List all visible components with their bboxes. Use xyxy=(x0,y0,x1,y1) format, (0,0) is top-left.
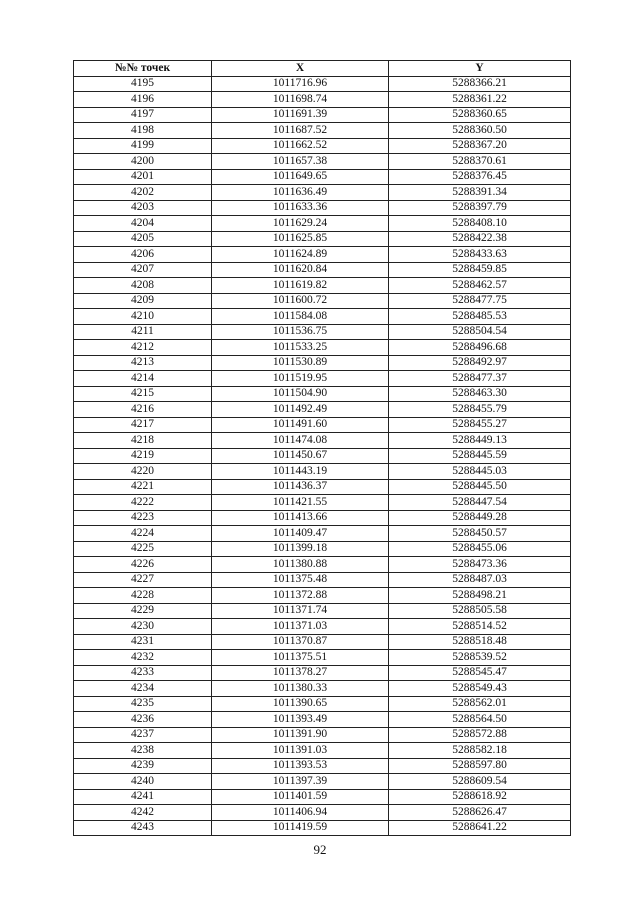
table-row xyxy=(74,526,571,542)
point-number-cell: 4211 xyxy=(74,324,212,340)
header-point-number: №№ точек xyxy=(74,61,212,77)
x-coordinate-cell: 1011716.96 xyxy=(212,76,389,92)
y-coordinate-cell: 5288477.37 xyxy=(389,371,571,387)
point-number-cell: 4213 xyxy=(74,355,212,371)
y-coordinate-cell: 5288450.57 xyxy=(389,526,571,542)
x-coordinate-cell: 1011393.49 xyxy=(212,712,389,728)
y-coordinate-cell: 5288618.92 xyxy=(389,789,571,805)
point-number-cell: 4203 xyxy=(74,200,212,216)
x-coordinate-cell: 1011492.49 xyxy=(212,402,389,418)
table-row xyxy=(74,774,571,790)
point-number-cell: 4207 xyxy=(74,262,212,278)
y-coordinate-cell: 5288477.75 xyxy=(389,293,571,309)
y-coordinate-cell: 5288505.58 xyxy=(389,603,571,619)
y-coordinate-cell: 5288360.65 xyxy=(389,107,571,123)
x-coordinate-cell: 1011600.72 xyxy=(212,293,389,309)
table-row xyxy=(74,92,571,108)
y-coordinate-cell: 5288487.03 xyxy=(389,572,571,588)
point-number-cell: 4242 xyxy=(74,805,212,821)
x-coordinate-cell: 1011375.48 xyxy=(212,572,389,588)
y-coordinate-cell: 5288408.10 xyxy=(389,216,571,232)
table-row xyxy=(74,681,571,697)
point-number-cell: 4195 xyxy=(74,76,212,92)
x-coordinate-cell: 1011491.60 xyxy=(212,417,389,433)
y-coordinate-cell: 5288366.21 xyxy=(389,76,571,92)
y-coordinate-cell: 5288597.80 xyxy=(389,758,571,774)
y-coordinate-cell: 5288463.30 xyxy=(389,386,571,402)
x-coordinate-cell: 1011436.37 xyxy=(212,479,389,495)
point-number-cell: 4200 xyxy=(74,154,212,170)
x-coordinate-cell: 1011401.59 xyxy=(212,789,389,805)
y-coordinate-cell: 5288609.54 xyxy=(389,774,571,790)
x-coordinate-cell: 1011636.49 xyxy=(212,185,389,201)
point-number-cell: 4238 xyxy=(74,743,212,759)
y-coordinate-cell: 5288449.13 xyxy=(389,433,571,449)
y-coordinate-cell: 5288582.18 xyxy=(389,743,571,759)
y-coordinate-cell: 5288391.34 xyxy=(389,185,571,201)
y-coordinate-cell: 5288459.85 xyxy=(389,262,571,278)
table-row xyxy=(74,789,571,805)
point-number-cell: 4202 xyxy=(74,185,212,201)
point-number-cell: 4228 xyxy=(74,588,212,604)
point-number-cell: 4236 xyxy=(74,712,212,728)
y-coordinate-cell: 5288641.22 xyxy=(389,820,571,836)
y-coordinate-cell: 5288496.68 xyxy=(389,340,571,356)
point-number-cell: 4208 xyxy=(74,278,212,294)
x-coordinate-cell: 1011649.65 xyxy=(212,169,389,185)
x-coordinate-cell: 1011633.36 xyxy=(212,200,389,216)
y-coordinate-cell: 5288485.53 xyxy=(389,309,571,325)
point-number-cell: 4215 xyxy=(74,386,212,402)
coordinates-table xyxy=(73,60,571,836)
y-coordinate-cell: 5288514.52 xyxy=(389,619,571,635)
x-coordinate-cell: 1011397.39 xyxy=(212,774,389,790)
y-coordinate-cell: 5288360.50 xyxy=(389,123,571,139)
y-coordinate-cell: 5288626.47 xyxy=(389,805,571,821)
x-coordinate-cell: 1011390.65 xyxy=(212,696,389,712)
x-coordinate-cell: 1011519.95 xyxy=(212,371,389,387)
y-coordinate-cell: 5288473.36 xyxy=(389,557,571,573)
table-row xyxy=(74,820,571,836)
point-number-cell: 4231 xyxy=(74,634,212,650)
table-row xyxy=(74,169,571,185)
x-coordinate-cell: 1011533.25 xyxy=(212,340,389,356)
table-row xyxy=(74,262,571,278)
x-coordinate-cell: 1011504.90 xyxy=(212,386,389,402)
point-number-cell: 4225 xyxy=(74,541,212,557)
table-row xyxy=(74,743,571,759)
point-number-cell: 4197 xyxy=(74,107,212,123)
table-row xyxy=(74,76,571,92)
table-row xyxy=(74,572,571,588)
x-coordinate-cell: 1011399.18 xyxy=(212,541,389,557)
table-row xyxy=(74,541,571,557)
x-coordinate-cell: 1011421.55 xyxy=(212,495,389,511)
table-row xyxy=(74,231,571,247)
table-row xyxy=(74,650,571,666)
table-row xyxy=(74,216,571,232)
point-number-cell: 4241 xyxy=(74,789,212,805)
y-coordinate-cell: 5288545.47 xyxy=(389,665,571,681)
point-number-cell: 4239 xyxy=(74,758,212,774)
page-number: 92 xyxy=(313,842,327,857)
y-coordinate-cell: 5288447.54 xyxy=(389,495,571,511)
point-number-cell: 4217 xyxy=(74,417,212,433)
point-number-cell: 4232 xyxy=(74,650,212,666)
y-coordinate-cell: 5288361.22 xyxy=(389,92,571,108)
point-number-cell: 4216 xyxy=(74,402,212,418)
y-coordinate-cell: 5288462.57 xyxy=(389,278,571,294)
y-coordinate-cell: 5288449.28 xyxy=(389,510,571,526)
y-coordinate-cell: 5288455.06 xyxy=(389,541,571,557)
table-body xyxy=(74,76,571,836)
x-coordinate-cell: 1011406.94 xyxy=(212,805,389,821)
y-coordinate-cell: 5288455.27 xyxy=(389,417,571,433)
x-coordinate-cell: 1011419.59 xyxy=(212,820,389,836)
y-coordinate-cell: 5288397.79 xyxy=(389,200,571,216)
point-number-cell: 4234 xyxy=(74,681,212,697)
x-coordinate-cell: 1011450.67 xyxy=(212,448,389,464)
y-coordinate-cell: 5288492.97 xyxy=(389,355,571,371)
table-row xyxy=(74,712,571,728)
header-y: Y xyxy=(389,61,571,77)
table-row xyxy=(74,123,571,139)
y-coordinate-cell: 5288445.59 xyxy=(389,448,571,464)
y-coordinate-cell: 5288564.50 xyxy=(389,712,571,728)
y-coordinate-cell: 5288504.54 xyxy=(389,324,571,340)
table-row xyxy=(74,479,571,495)
point-number-cell: 4222 xyxy=(74,495,212,511)
y-coordinate-cell: 5288498.21 xyxy=(389,588,571,604)
point-number-cell: 4226 xyxy=(74,557,212,573)
point-number-cell: 4212 xyxy=(74,340,212,356)
x-coordinate-cell: 1011375.51 xyxy=(212,650,389,666)
x-coordinate-cell: 1011371.74 xyxy=(212,603,389,619)
table-row xyxy=(74,758,571,774)
point-number-cell: 4204 xyxy=(74,216,212,232)
x-coordinate-cell: 1011530.89 xyxy=(212,355,389,371)
point-number-cell: 4210 xyxy=(74,309,212,325)
point-number-cell: 4243 xyxy=(74,820,212,836)
x-coordinate-cell: 1011413.66 xyxy=(212,510,389,526)
y-coordinate-cell: 5288445.50 xyxy=(389,479,571,495)
y-coordinate-cell: 5288422.38 xyxy=(389,231,571,247)
point-number-cell: 4205 xyxy=(74,231,212,247)
x-coordinate-cell: 1011372.88 xyxy=(212,588,389,604)
point-number-cell: 4220 xyxy=(74,464,212,480)
table-row xyxy=(74,557,571,573)
x-coordinate-cell: 1011619.82 xyxy=(212,278,389,294)
point-number-cell: 4198 xyxy=(74,123,212,139)
point-number-cell: 4214 xyxy=(74,371,212,387)
table-row xyxy=(74,293,571,309)
x-coordinate-cell: 1011629.24 xyxy=(212,216,389,232)
point-number-cell: 4227 xyxy=(74,572,212,588)
x-coordinate-cell: 1011393.53 xyxy=(212,758,389,774)
point-number-cell: 4237 xyxy=(74,727,212,743)
point-number-cell: 4196 xyxy=(74,92,212,108)
table-row xyxy=(74,665,571,681)
table-row xyxy=(74,727,571,743)
table-row xyxy=(74,402,571,418)
x-coordinate-cell: 1011474.08 xyxy=(212,433,389,449)
point-number-cell: 4240 xyxy=(74,774,212,790)
y-coordinate-cell: 5288539.52 xyxy=(389,650,571,666)
table-row xyxy=(74,433,571,449)
point-number-cell: 4206 xyxy=(74,247,212,263)
table-row xyxy=(74,138,571,154)
y-coordinate-cell: 5288572.88 xyxy=(389,727,571,743)
table-row xyxy=(74,696,571,712)
x-coordinate-cell: 1011371.03 xyxy=(212,619,389,635)
point-number-cell: 4230 xyxy=(74,619,212,635)
x-coordinate-cell: 1011687.52 xyxy=(212,123,389,139)
point-number-cell: 4199 xyxy=(74,138,212,154)
table-row xyxy=(74,154,571,170)
point-number-cell: 4201 xyxy=(74,169,212,185)
table-row xyxy=(74,309,571,325)
x-coordinate-cell: 1011391.03 xyxy=(212,743,389,759)
table-header-row xyxy=(74,61,571,77)
point-number-cell: 4218 xyxy=(74,433,212,449)
x-coordinate-cell: 1011698.74 xyxy=(212,92,389,108)
point-number-cell: 4235 xyxy=(74,696,212,712)
x-coordinate-cell: 1011370.87 xyxy=(212,634,389,650)
x-coordinate-cell: 1011584.08 xyxy=(212,309,389,325)
y-coordinate-cell: 5288549.43 xyxy=(389,681,571,697)
point-number-cell: 4233 xyxy=(74,665,212,681)
x-coordinate-cell: 1011624.89 xyxy=(212,247,389,263)
point-number-cell: 4224 xyxy=(74,526,212,542)
table-row xyxy=(74,200,571,216)
table-row xyxy=(74,247,571,263)
table-row xyxy=(74,588,571,604)
point-number-cell: 4221 xyxy=(74,479,212,495)
table-row xyxy=(74,278,571,294)
header-x: X xyxy=(212,61,389,77)
y-coordinate-cell: 5288370.61 xyxy=(389,154,571,170)
x-coordinate-cell: 1011620.84 xyxy=(212,262,389,278)
table-row xyxy=(74,510,571,526)
table-row xyxy=(74,185,571,201)
x-coordinate-cell: 1011536.75 xyxy=(212,324,389,340)
table-row xyxy=(74,324,571,340)
table-row xyxy=(74,805,571,821)
y-coordinate-cell: 5288433.63 xyxy=(389,247,571,263)
table-row xyxy=(74,386,571,402)
x-coordinate-cell: 1011662.52 xyxy=(212,138,389,154)
x-coordinate-cell: 1011625.85 xyxy=(212,231,389,247)
x-coordinate-cell: 1011380.33 xyxy=(212,681,389,697)
table-row xyxy=(74,619,571,635)
y-coordinate-cell: 5288455.79 xyxy=(389,402,571,418)
y-coordinate-cell: 5288376.45 xyxy=(389,169,571,185)
x-coordinate-cell: 1011657.38 xyxy=(212,154,389,170)
table-row xyxy=(74,495,571,511)
x-coordinate-cell: 1011691.39 xyxy=(212,107,389,123)
table-row xyxy=(74,448,571,464)
table-row xyxy=(74,340,571,356)
x-coordinate-cell: 1011380.88 xyxy=(212,557,389,573)
x-coordinate-cell: 1011378.27 xyxy=(212,665,389,681)
y-coordinate-cell: 5288562.01 xyxy=(389,696,571,712)
point-number-cell: 4229 xyxy=(74,603,212,619)
y-coordinate-cell: 5288445.03 xyxy=(389,464,571,480)
table-row xyxy=(74,371,571,387)
point-number-cell: 4223 xyxy=(74,510,212,526)
x-coordinate-cell: 1011391.90 xyxy=(212,727,389,743)
point-number-cell: 4209 xyxy=(74,293,212,309)
table-row xyxy=(74,355,571,371)
table-row xyxy=(74,107,571,123)
y-coordinate-cell: 5288518.48 xyxy=(389,634,571,650)
table-row xyxy=(74,417,571,433)
table-row xyxy=(74,603,571,619)
table-row xyxy=(74,464,571,480)
point-number-cell: 4219 xyxy=(74,448,212,464)
x-coordinate-cell: 1011443.19 xyxy=(212,464,389,480)
table-row xyxy=(74,634,571,650)
x-coordinate-cell: 1011409.47 xyxy=(212,526,389,542)
y-coordinate-cell: 5288367.20 xyxy=(389,138,571,154)
